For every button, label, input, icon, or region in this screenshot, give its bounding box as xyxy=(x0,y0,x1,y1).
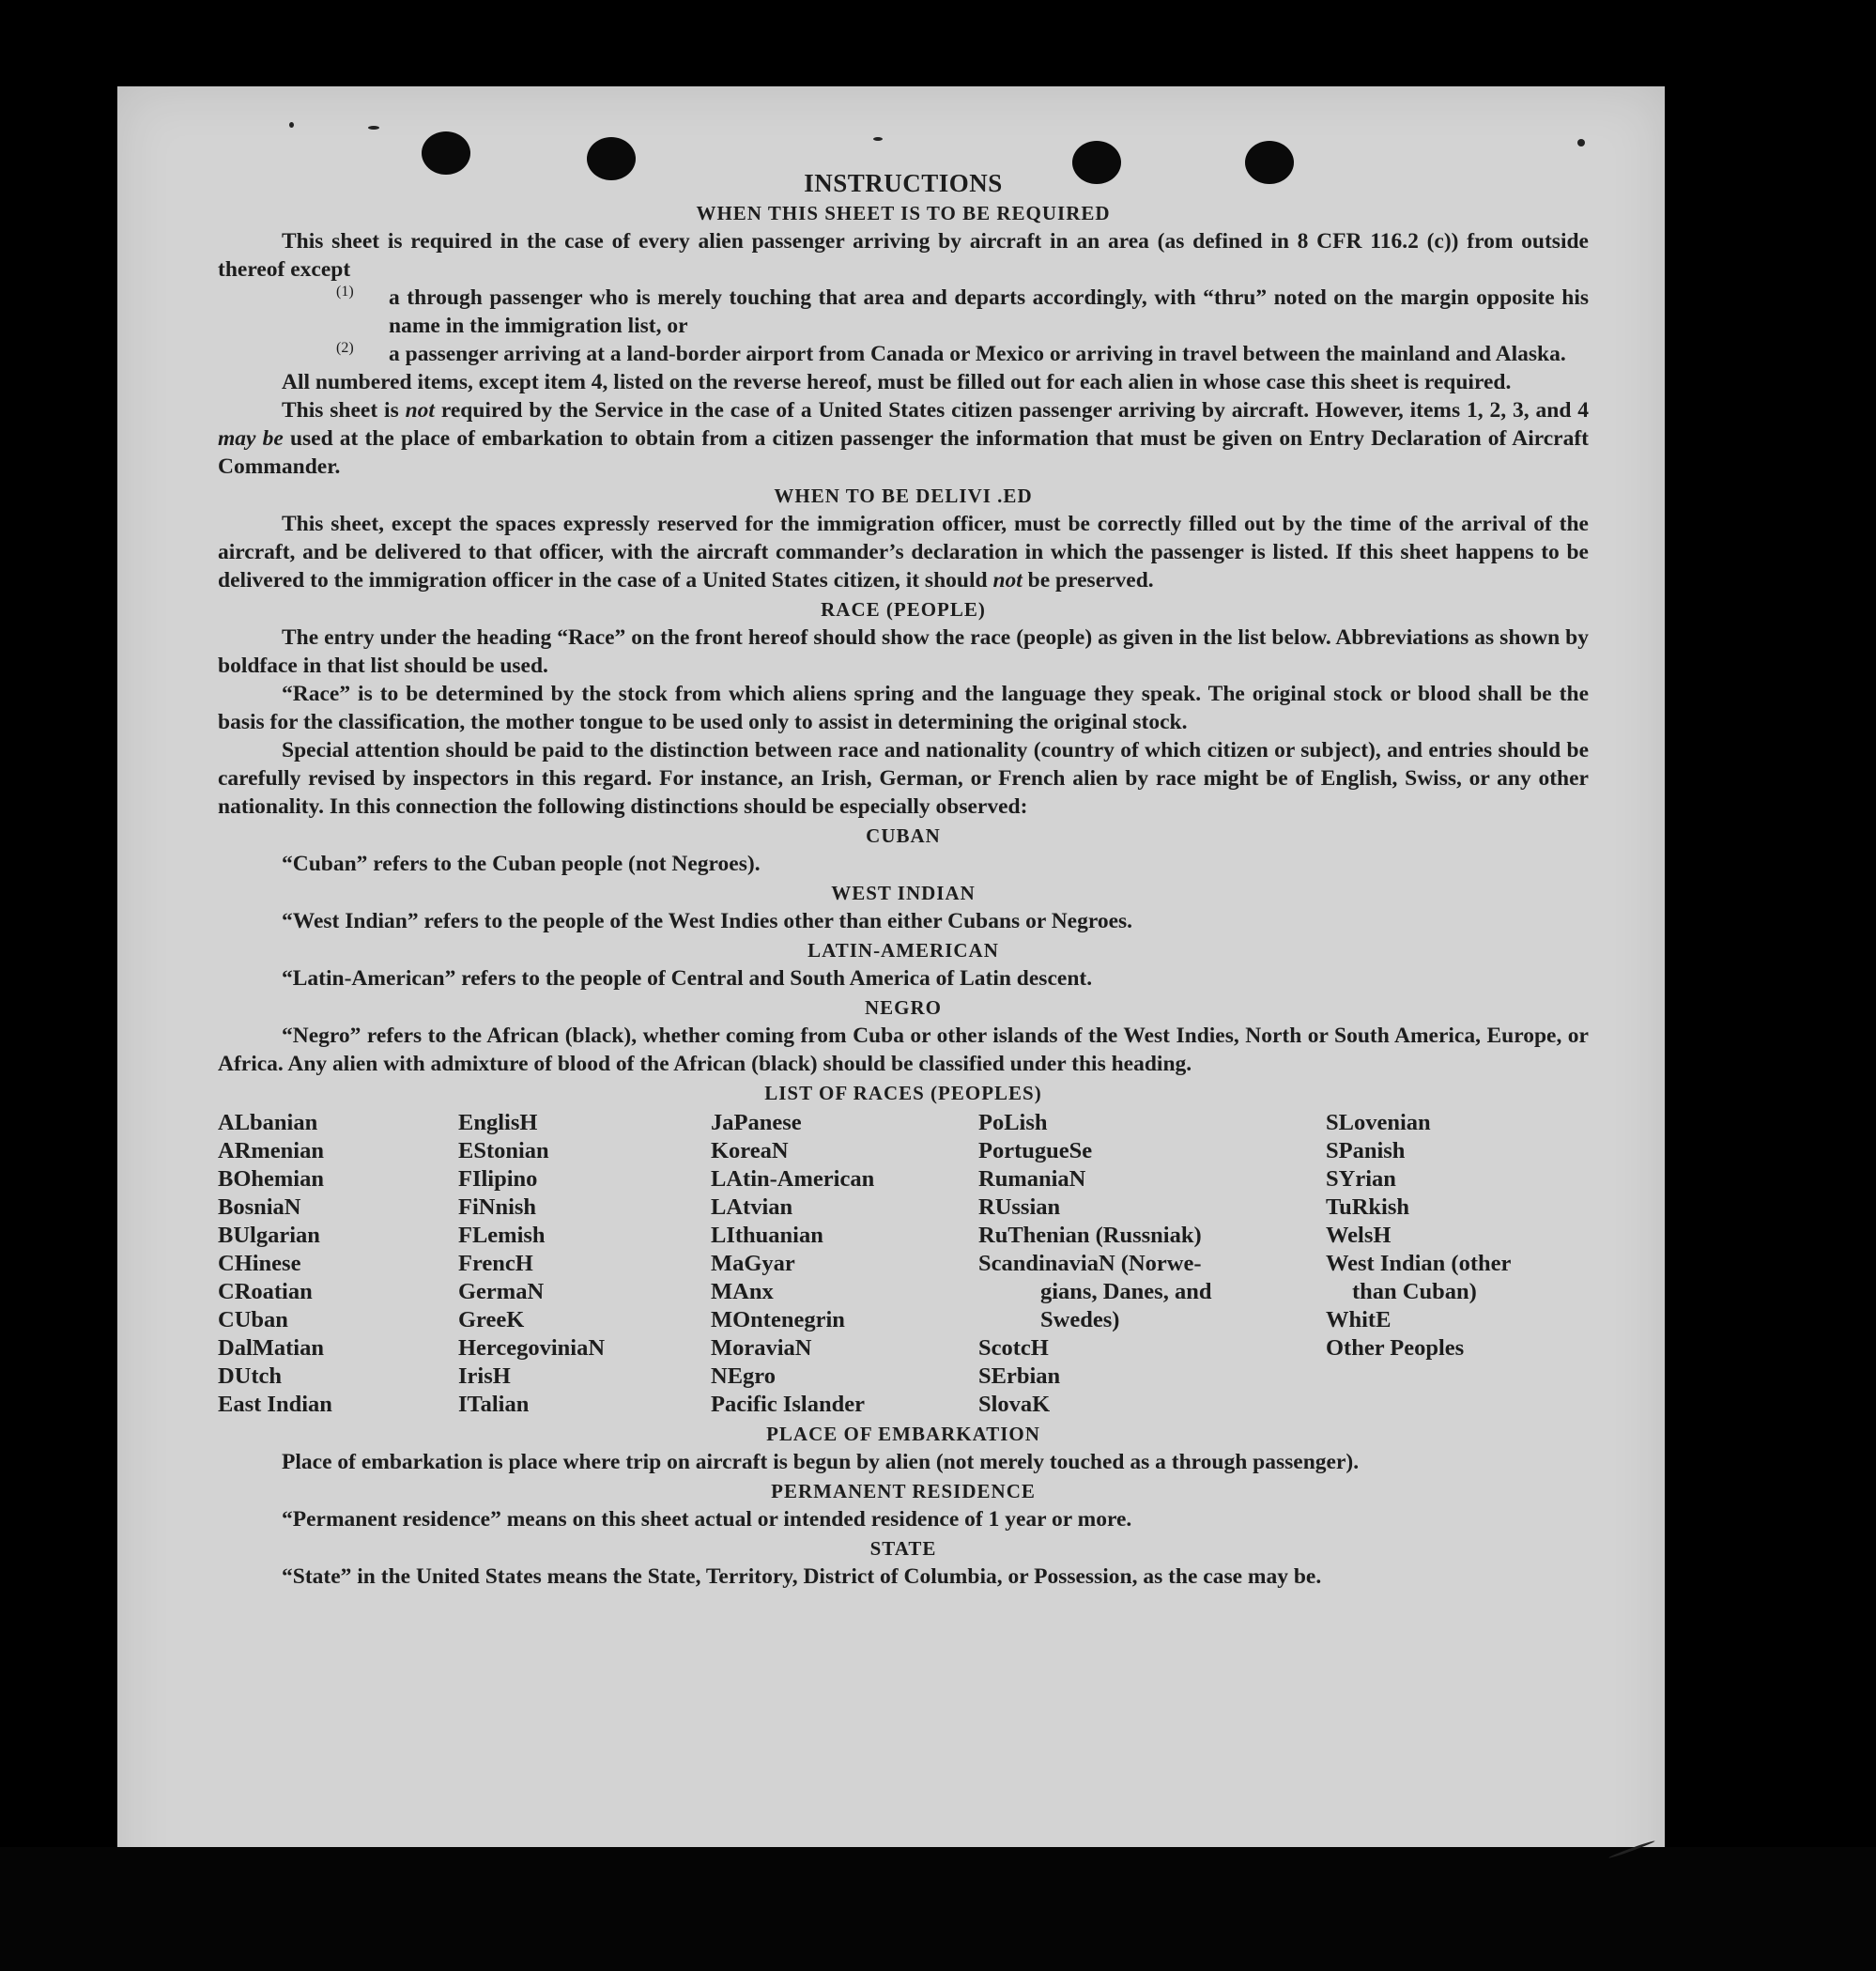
races-column-5 xyxy=(1326,1109,1511,1363)
race-entry: ScandinaviaN (Norwe- xyxy=(978,1251,1202,1276)
race-entry: DUtch xyxy=(218,1363,283,1389)
paragraph: “Permanent residence” means on this sheet actual or intended residence of 1 year or more. xyxy=(282,1507,1132,1532)
heading-when-required: WHEN THIS SHEET IS TO BE REQUIRED xyxy=(696,202,1111,224)
list-item xyxy=(336,284,1589,340)
paragraph: “State” in the United States means the State, Territory, District of Columbia, or Possession, as the case may be. xyxy=(282,1564,1322,1589)
text-run: used at the place of embarkation to obtain from a citizen passenger the information that must be given on Entry Declaration of Aircraft Commander. xyxy=(218,426,1589,479)
race-entry: MAnx xyxy=(711,1279,774,1304)
race-entry: SPanish xyxy=(1326,1138,1406,1163)
race-entry: BOhemian xyxy=(218,1166,324,1192)
heading-state: STATE xyxy=(869,1537,937,1560)
emphasis: not xyxy=(405,398,435,423)
race-entry: BosniaN xyxy=(218,1194,301,1220)
item-text: a through passenger who is merely touching that area and departs accordingly, with “thru” noted on the margin opposite his name in the immigration list, or xyxy=(389,285,1589,338)
race-entry: West Indian (other xyxy=(1326,1251,1512,1276)
heading-cuban: CUBAN xyxy=(866,824,941,847)
instructions-content xyxy=(218,169,1589,1591)
race-entry: IrisH xyxy=(458,1363,511,1389)
race-entry: MaGyar xyxy=(711,1251,795,1276)
race-entry: gians, Danes, and xyxy=(1040,1279,1212,1304)
heading-negro: NEGRO xyxy=(864,996,942,1019)
paragraph: All numbered items, except item 4, listed on the reverse hereof, must be filled out for each alien in whose case this sheet is required. xyxy=(282,370,1512,394)
race-entry: SYrian xyxy=(1326,1166,1396,1192)
bottom-margin xyxy=(0,1847,1876,1971)
list-item xyxy=(336,340,1589,368)
race-entry: ITalian xyxy=(458,1392,530,1417)
race-entry: FrencH xyxy=(458,1251,533,1276)
race-entry: FLemish xyxy=(458,1223,546,1248)
item-number: (1) xyxy=(336,284,354,300)
heading-permanent-residence: PERMANENT RESIDENCE xyxy=(771,1480,1036,1502)
paragraph: The entry under the heading “Race” on the front hereof should show the race (people) as given in the list below. Abbreviations as shown by boldface in that list should be used. xyxy=(218,625,1589,678)
race-entry: Swedes) xyxy=(1040,1307,1120,1332)
race-entry: Pacific Islander xyxy=(711,1392,865,1417)
speck-mark xyxy=(289,122,294,128)
text-run: required by the Service in the case of a United States citizen passenger arriving by aircraft. However, items 1, 2, 3, and 4 xyxy=(434,398,1590,423)
emphasis: may be xyxy=(218,426,284,451)
heading-when-delivered: WHEN TO BE DELIVI .ED xyxy=(774,485,1033,507)
paragraph: “Negro” refers to the African (black), whether coming from Cuba or other islands of the West Indies, North or South America, Europe, or Africa. Any alien with admixture of blood of the African (black) should be classified under this heading. xyxy=(218,1024,1589,1076)
race-entry: than Cuban) xyxy=(1352,1279,1477,1304)
paragraph: Place of embarkation is place where trip on aircraft is begun by alien (not merely touched as a through passenger). xyxy=(282,1450,1360,1474)
races-column-3 xyxy=(711,1109,874,1419)
paragraph xyxy=(218,510,1589,594)
text-run: be preserved. xyxy=(1022,568,1154,593)
race-entry: GreeK xyxy=(458,1307,525,1332)
race-entry: ALbanian xyxy=(218,1110,318,1135)
heading-place-of-embarkation: PLACE OF EMBARKATION xyxy=(766,1423,1040,1445)
race-entry: PoLish xyxy=(978,1110,1048,1135)
race-entry: CRoatian xyxy=(218,1279,313,1304)
race-entry: ARmenian xyxy=(218,1138,324,1163)
race-entry: Other Peoples xyxy=(1326,1335,1465,1361)
heading-race: RACE (PEOPLE) xyxy=(821,598,986,621)
race-entry: RumaniaN xyxy=(978,1166,1086,1192)
text-run: This sheet, except the spaces expressly reserved for the immigration officer, must be correctly filled out by the time of the arrival of the aircraft, and be delivered to that officer, with the aircraft commander’s declaration in which the passenger is listed. If this sheet happens to be delivered to the immigration officer in the case of a United States citizen, it should xyxy=(218,512,1589,593)
race-entry: EStonian xyxy=(458,1138,549,1163)
race-entry: MOntenegrin xyxy=(711,1307,845,1332)
paragraph: “West Indian” refers to the people of the West Indies other than either Cubans or Negroes. xyxy=(282,909,1133,933)
races-list xyxy=(218,1109,1589,1419)
race-entry: TuRkish xyxy=(1326,1194,1410,1220)
race-entry: CUban xyxy=(218,1307,288,1332)
emphasis: not xyxy=(992,568,1023,593)
races-column-2 xyxy=(458,1109,605,1419)
heading-west-indian: WEST INDIAN xyxy=(831,882,976,904)
speck-mark xyxy=(873,137,883,141)
races-column-1 xyxy=(218,1109,332,1419)
race-entry: MoraviaN xyxy=(711,1335,812,1361)
race-entry: SlovaK xyxy=(978,1392,1051,1417)
race-entry: LIthuanian xyxy=(711,1223,823,1248)
race-entry: ScotcH xyxy=(978,1335,1049,1361)
race-entry: PortugueSe xyxy=(978,1138,1093,1163)
speck-mark xyxy=(368,126,379,130)
race-entry: CHinese xyxy=(218,1251,301,1276)
race-entry: SLovenian xyxy=(1326,1110,1431,1135)
text-run: This sheet is xyxy=(282,398,406,423)
race-entry: KoreaN xyxy=(711,1138,789,1163)
item-text: a passenger arriving at a land-border airport from Canada or Mexico or arriving in travel between the mainland and Alaska. xyxy=(389,342,1566,366)
race-entry: GermaN xyxy=(458,1279,545,1304)
paragraph: This sheet is required in the case of every alien passenger arriving by aircraft in an area (as defined in 8 CFR 116.2 (c)) from outside thereof except xyxy=(218,229,1589,282)
race-entry: LAtvian xyxy=(711,1194,793,1220)
race-entry: EnglisH xyxy=(458,1110,538,1135)
race-entry: FIlipino xyxy=(458,1166,538,1192)
paragraph: Special attention should be paid to the distinction between race and nationality (country of which citizen or subject), and entries should be carefully revised by inspectors in this regard. For instance, an Irish, German, or French alien by race might be of English, Swiss, or any other nationality. In this connection the following distinctions should be especially observed: xyxy=(218,738,1589,819)
race-entry: SErbian xyxy=(978,1363,1061,1389)
race-entry: East Indian xyxy=(218,1392,332,1417)
paragraph: “Race” is to be determined by the stock from which aliens spring and the language they speak. The original stock or blood shall be the basis for the classification, the mother tongue to be used only to assist in determining the original stock. xyxy=(218,682,1589,734)
race-entry: LAtin-American xyxy=(711,1166,875,1192)
heading-list-of-races: LIST OF RACES (PEOPLES) xyxy=(764,1082,1042,1104)
paragraph xyxy=(218,396,1589,481)
race-entry: FiNnish xyxy=(458,1194,537,1220)
speck-mark xyxy=(1577,139,1585,146)
paragraph: “Latin-American” refers to the people of Central and South America of Latin descent. xyxy=(282,966,1093,991)
item-number: (2) xyxy=(336,340,354,356)
race-entry: NEgro xyxy=(711,1363,776,1389)
page-title: INSTRUCTIONS xyxy=(804,169,1003,197)
race-entry: WelsH xyxy=(1326,1223,1392,1248)
race-entry: DalMatian xyxy=(218,1335,324,1361)
race-entry: RUssian xyxy=(978,1194,1061,1220)
race-entry: HercegoviniaN xyxy=(458,1335,606,1361)
race-entry: RuThenian (Russniak) xyxy=(978,1223,1202,1248)
paragraph: “Cuban” refers to the Cuban people (not Negroes). xyxy=(282,852,761,876)
race-entry: WhitE xyxy=(1326,1307,1392,1332)
races-column-4 xyxy=(978,1109,1211,1419)
race-entry: BUlgarian xyxy=(218,1223,320,1248)
heading-latin-american: LATIN-AMERICAN xyxy=(807,939,999,962)
race-entry: JaPanese xyxy=(711,1110,802,1135)
